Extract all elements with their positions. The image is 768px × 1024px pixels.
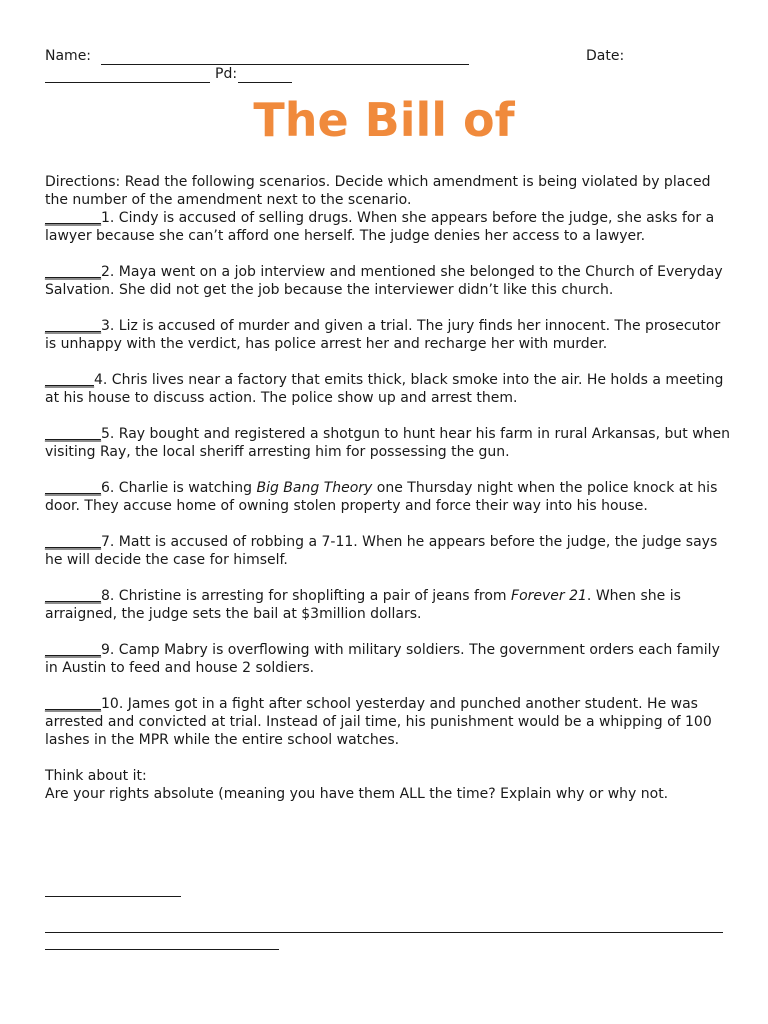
- answer-blank[interactable]: ________: [45, 588, 101, 604]
- name-label: Name:: [45, 48, 92, 64]
- scenario-4: [45, 371, 735, 407]
- scenario-1: [45, 209, 735, 245]
- scenario-text: Camp Mabry is overflowing with military soldiers. The government orders each family in Austin to feed and house 2 soldiers.: [45, 642, 720, 676]
- scenario-number: 5.: [101, 426, 115, 442]
- answer-line[interactable]: [45, 896, 181, 897]
- answer-blank[interactable]: ________: [45, 210, 101, 226]
- answer-line[interactable]: [45, 932, 723, 933]
- directions-text: Directions: Read the following scenarios. Decide which amendment is being violated by placed the number of the amendment next to the scenario.: [45, 174, 711, 208]
- scenario-number: 6.: [101, 480, 115, 496]
- scenario-text: Ray bought and registered a shotgun to hunt hear his farm in rural Arkansas, but when visiting Ray, the local sheriff arresting him for possessing the gun.: [45, 426, 731, 460]
- scenario-number: 4.: [94, 372, 108, 388]
- answer-blank[interactable]: ________: [45, 426, 101, 442]
- page-title: The Bill of: [253, 93, 515, 147]
- scenario-10: [45, 695, 735, 749]
- scenario-number: 9.: [101, 642, 115, 658]
- scenario-text: one Thursday night when the police knock at his door. They accuse home of owning stolen property and force their way into his house.: [45, 480, 718, 514]
- scenario-text-before: Christine is arresting for shoplifting a pair of jeans from: [114, 588, 512, 604]
- date-label: Date:: [586, 48, 625, 64]
- scenario-text: Cindy is accused of selling drugs. When she appears before the judge, she asks for a lawyer because she can’t afford one herself. The judge denies her access to a lawyer.: [45, 210, 715, 244]
- scenario-number: 8.: [101, 588, 115, 604]
- think-title: Think about it:: [45, 768, 147, 784]
- scenario-2: [45, 263, 735, 299]
- period-label: Pd:: [215, 66, 238, 82]
- scenario-text: Liz is accused of murder and given a trial. The jury finds her innocent. The prosecutor is unhappy with the verdict, has police arrest her and recharge her with murder.: [45, 318, 721, 352]
- scenario-text: James got in a fight after school yesterday and punched another student. He was arrested and convicted at trial. Instead of jail time, his punishment would be a whipping of 100 lashes in the MPR while the entire school watches.: [45, 696, 712, 748]
- show-title: Big Bang Theory: [256, 480, 373, 496]
- scenario-6: [45, 479, 735, 515]
- answer-blank[interactable]: ________: [45, 264, 101, 280]
- period-blank-line[interactable]: [238, 82, 292, 83]
- answer-blank[interactable]: ________: [45, 696, 101, 712]
- answer-blank[interactable]: ________: [45, 480, 101, 496]
- answer-blank[interactable]: ________: [45, 534, 101, 550]
- scenario-number: 7.: [101, 534, 115, 550]
- scenario-3: [45, 317, 735, 353]
- worksheet-content: [45, 173, 735, 803]
- store-name: Forever 21: [511, 588, 587, 604]
- scenario-8: [45, 587, 735, 623]
- scenario-text: . When she is arraigned, the judge sets the bail at $3million dollars.: [45, 588, 681, 622]
- scenario-text: Chris lives near a factory that emits thick, black smoke into the air. He holds a meeting at his house to discuss action. The police show up and arrest them.: [45, 372, 724, 406]
- answer-line[interactable]: [45, 949, 279, 950]
- header-date-row: [45, 65, 345, 85]
- answer-blank[interactable]: _______: [45, 372, 94, 388]
- scenario-number: 3.: [101, 318, 115, 334]
- scenario-number: 10.: [101, 696, 124, 712]
- answer-blank[interactable]: ________: [45, 318, 101, 334]
- scenario-number: 1.: [101, 210, 115, 226]
- think-question: Are your rights absolute (meaning you have them ALL the time? Explain why or why not.: [45, 786, 669, 802]
- scenario-number: 2.: [101, 264, 115, 280]
- scenario-text: Maya went on a job interview and mentioned she belonged to the Church of Everyday Salvation. She did not get the job because the interviewer didn’t like this church.: [45, 264, 723, 298]
- header-name-row: [45, 47, 735, 67]
- scenario-9: [45, 641, 735, 677]
- scenario-text-before: Charlie is watching: [114, 480, 257, 496]
- answer-blank[interactable]: ________: [45, 642, 101, 658]
- scenario-5: [45, 425, 735, 461]
- scenario-text: Matt is accused of robbing a 7-11. When he appears before the judge, the judge says he will decide the case for himself.: [45, 534, 718, 568]
- scenario-7: [45, 533, 735, 569]
- date-blank-line[interactable]: [45, 82, 210, 83]
